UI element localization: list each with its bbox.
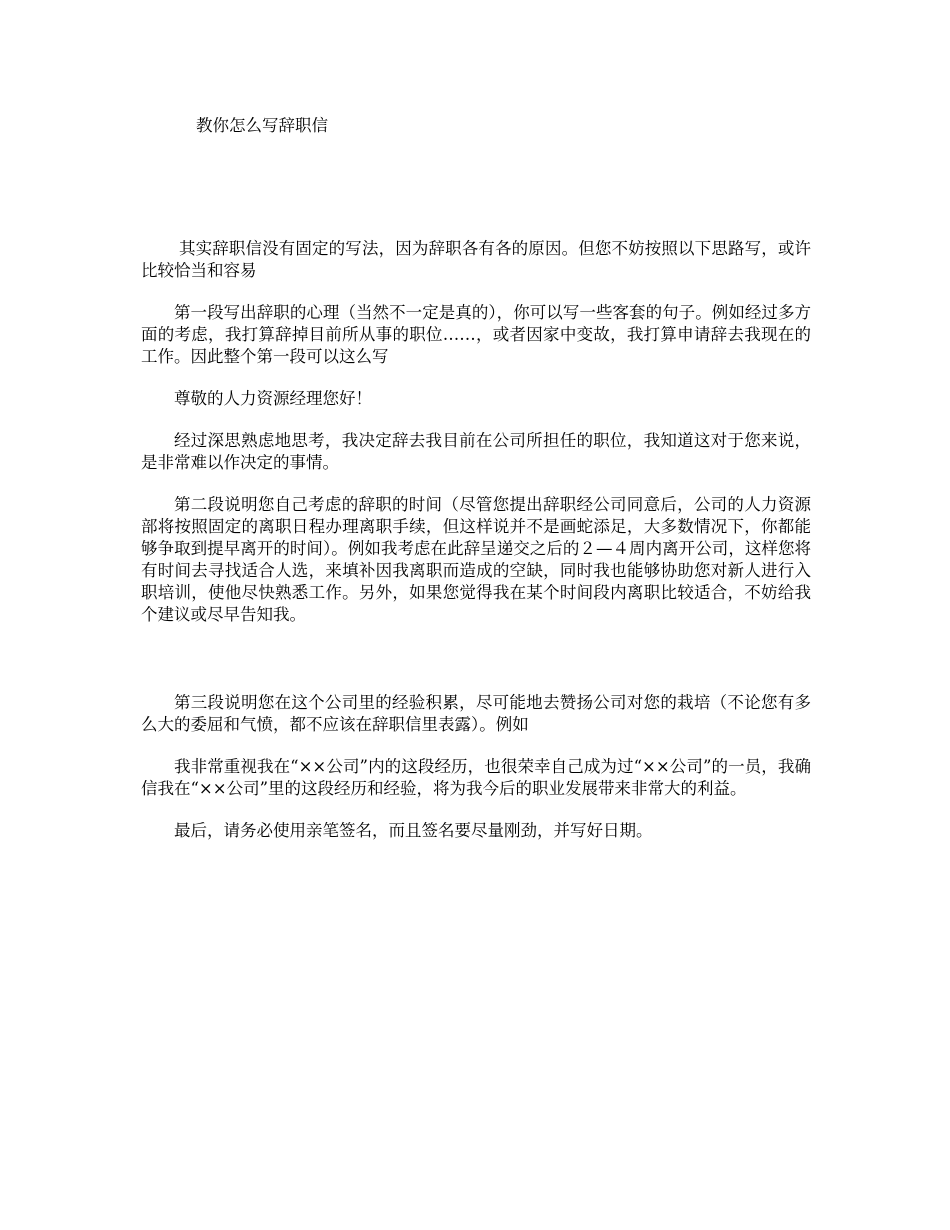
paragraph-greeting: 尊敬的人力资源经理您好！ xyxy=(174,389,372,408)
document-title: 教你怎么写辞职信 xyxy=(196,116,328,135)
paragraph-decision: 经过深思熟虑地思考，我决定辞去我目前在公司所担任的职位，我知道这对于您来说，是非常难以作决定的事情。 xyxy=(141,431,811,472)
paragraph-third-section: 第三段说明您在这个公司里的经验积累，尽可能地去赞扬公司对您的栽培（不论您有多么大的委屈和气愤，都不应该在辞职信里表露）。例如 xyxy=(141,693,811,734)
paragraph-intro: 其实辞职信没有固定的写法，因为辞职各有各的原因。但您不妨按照以下思路写，或许比较恰当和容易 xyxy=(141,239,811,280)
paragraph-experience-example: 我非常重视我在“××公司”内的这段经历，也很荣幸自己成为过“××公司”的一员，我确信我在“××公司”里的这段经历和经验，将为我今后的职业发展带来非常大的利益。 xyxy=(141,757,811,798)
document-body xyxy=(141,238,811,862)
paragraph-first-section: 第一段写出辞职的心理（当然不一定是真的），你可以写一些客套的句子。例如经过多方面的考虑，我打算辞掉目前所从事的职位……，或者因家中变故，我打算申请辞去我现在的工作。因此整个第一段可以这么写 xyxy=(141,303,811,366)
paragraph-signature-note: 最后，请务必使用亲笔签名，而且签名要尽量刚劲，并写好日期。 xyxy=(174,821,653,840)
paragraph-second-section: 第二段说明您自己考虑的辞职的时间（尽管您提出辞职经公司同意后，公司的人力资源部将按照固定的离职日程办理离职手续，但这样说并不是画蛇添足，大多数情况下，你都能够争取到提早离开的时间）。例如我考虑在此辞呈递交之后的２—４周内离开公司，这样您将有时间去寻找适合人选，来填补因我离职而造成的空缺，同时我也能够协助您对新人进行入职培训，使他尽快熟悉工作。另外，如果您觉得我在某个时间段内离职比较适合，不妨给我个建议或尽早告知我。 xyxy=(141,495,811,624)
